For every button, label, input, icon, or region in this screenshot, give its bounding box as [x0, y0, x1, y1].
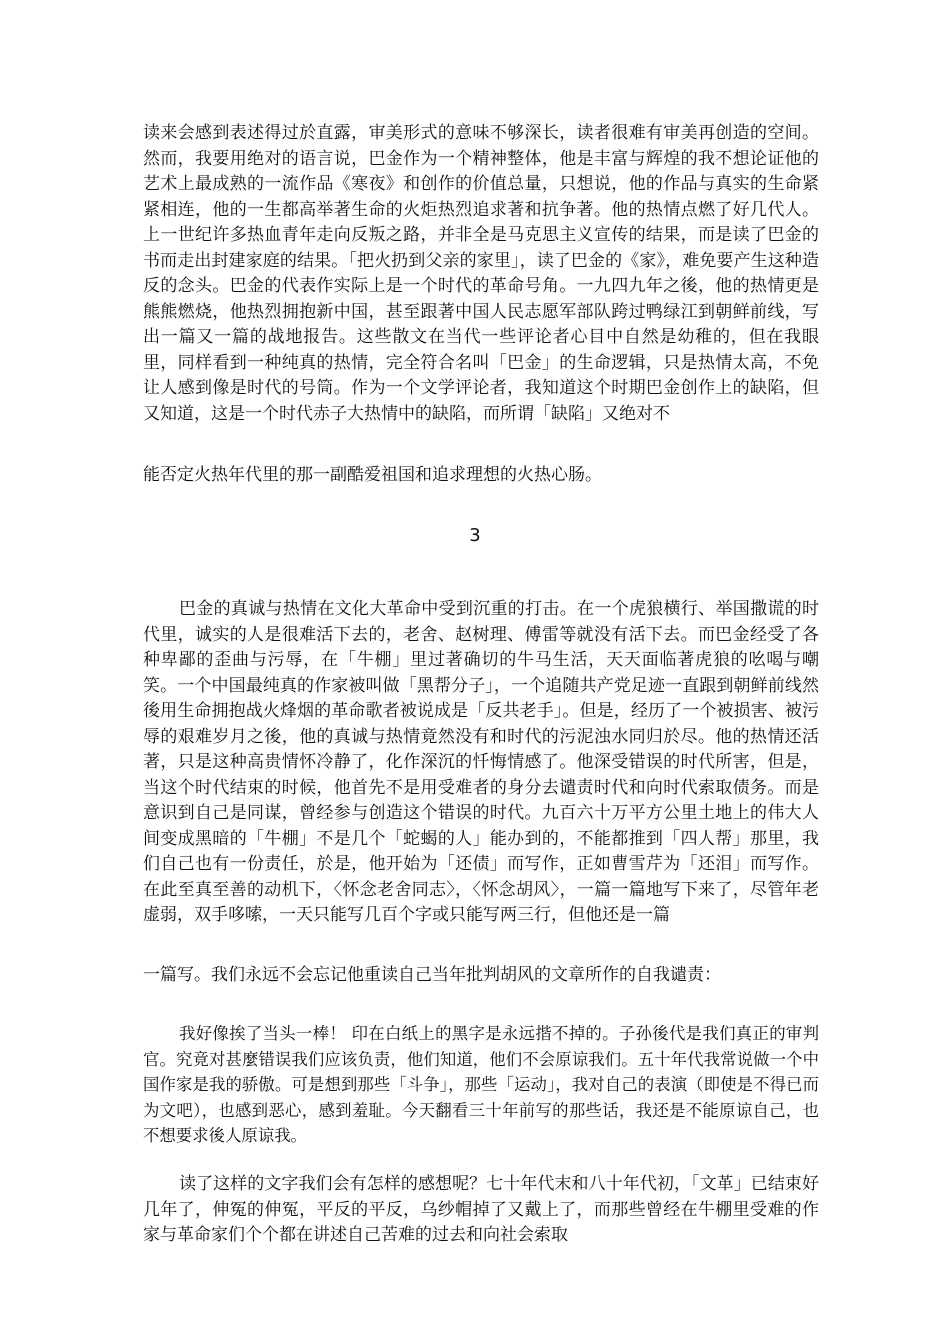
paragraph-3: 读了这样的文字我们会有怎样的感想呢？七十年代末和八十年代初，「文革」已结束好几年了，伸冤的伸冤，平反的平反，乌纱帽掉了又戴上了，而那些曾经在牛棚里受难的作家与革命家们个个都在讲述自己苦难的过去和向社会索取 [143, 1174, 819, 1245]
section-number: 3 [469, 525, 481, 546]
paragraph-1: 读来会感到表述得过於直露，审美形式的意味不够深长，读者很难有审美再创造的空间。然而，我要用绝对的语言说，巴金作为一个精神整体，他是丰富与辉煌的我不想论证他的艺术上最成熟的一流作品《寒夜》和创作的价值总量，只想说，他的作品与真实的生命紧紧相连，他的一生都高举著生命的火炬热烈追求著和抗争著。他的热情点燃了好几代人。上一世纪许多热血青年走向反叛之路，并非全是马克思主义宣传的结果，而是读了巴金的书而走出封建家庭的结果。「把火扔到父亲的家里」，读了巴金的《家》，难免要产生这种造反的念头。巴金的代表作实际上是一个时代的革命号角。一九四九年之後，他的热情更是熊熊燃烧，他热烈拥抱新中国，甚至跟著中国人民志愿军部队跨过鸭绿江到朝鲜前线，写出一篇又一篇的战地报告。这些散文在当代一些评论者心目中自然是幼稚的，但在我眼里，同样看到一种纯真的热情，完全符合名叫「巴金」的生命逻辑，只是热情太高，不免让人感到像是时代的号筒。作为一个文学评论者，我知道这个时期巴金创作上的缺陷，但又知道，这是一个时代赤子大热情中的缺陷，而所谓「缺陷」又绝对不 [143, 123, 819, 424]
block-quote: 我好像挨了当头一棒！ 印在白纸上的黑字是永远揩不掉的。子孙後代是我们真正的审判官。究竟对甚麼错误我们应该负责，他们知道，他们不会原谅我们。五十年代我常说做一个中国作家是我的骄傲。可是想到那些「斗争」，那些「运动」，我对自己的表演（即使是不得已而为文吧），也感到恶心，感到羞耻。今天翻看三十年前写的那些话，我还是不能原谅自己，也不想要求後人原谅我。 [143, 1024, 819, 1145]
paragraph-2: 巴金的真诚与热情在文化大革命中受到沉重的打击。在一个虎狼横行、举国撒谎的时代里，诚实的人是很难活下去的，老舍、赵树理、傅雷等就没有活下去。而巴金经受了各种卑鄙的歪曲与污辱，在「牛棚」里过著确切的牛马生活，天天面临著虎狼的吆喝与嘲笑。一个中国最纯真的作家被叫做「黑帮分子」，一个追随共产党足迹一直跟到朝鲜前线然後用生命拥抱战火烽烟的革命歌者被说成是「反共老手」。但是，经历了一个被损害、被污辱的艰难岁月之後，他的真诚与热情竟然没有和时代的污泥浊水同归於尽。他的热情还活著，只是这种高贵情怀冷静了，化作深沉的忏悔情感了。他深受错误的时代所害，但是，当这个时代结束的时候，他首先不是用受难者的身分去谴责时代和向时代索取债务。而是意识到自己是同谋，曾经参与创造这个错误的时代。九百六十万平方公里土地上的伟大人间变成黑暗的「牛棚」不是几个「蛇蝎的人」能办到的，不能都推到「四人帮」那里，我们自己也有一份责任，於是，他开始为「还债」而写作，正如曹雪芹为「还泪」而写作。在此至真至善的动机下，〈怀念老舍同志〉，〈怀念胡风〉，一篇一篇地写下来了，尽管年老虚弱，双手哆嗦，一天只能写几百个字或只能写两三行，但他还是一篇 [143, 599, 819, 925]
paragraph-1-last-line: 能否定火热年代里的那一副酷爱祖国和追求理想的火热心肠。 [143, 465, 602, 485]
paragraph-2-last-line: 一篇写。我们永远不会忘记他重读自己当年批判胡风的文章所作的自我谴责： [143, 965, 721, 985]
